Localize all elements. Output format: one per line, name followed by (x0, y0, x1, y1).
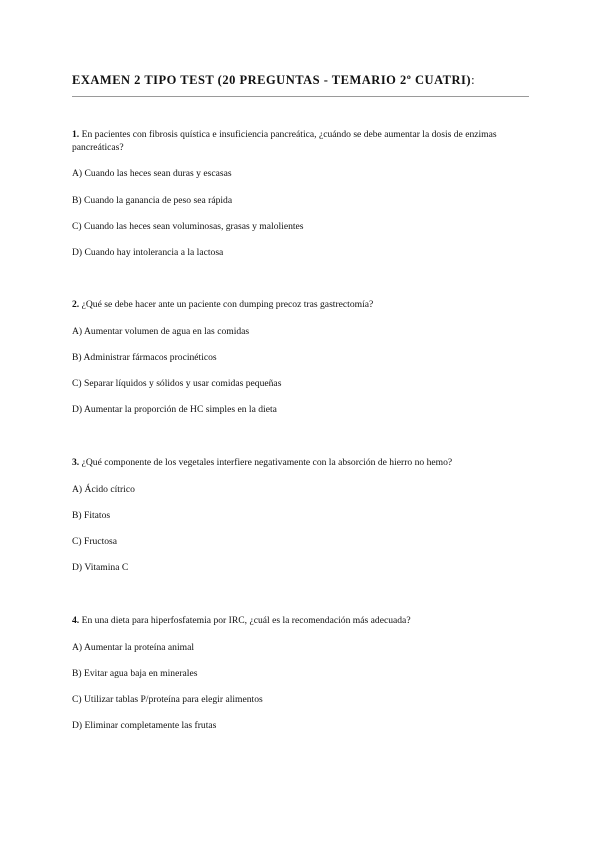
question-3-number: 3. (72, 457, 80, 468)
question-1 (72, 128, 532, 263)
title-text: EXAMEN 2 TIPO TEST (20 PREGUNTAS - TEMARIO 2º CUATRI) (72, 73, 472, 87)
question-1-option-d: D) Cuando hay intolerancia a la lactosa (72, 247, 224, 258)
question-1-option-b: B) Cuando la ganancia de peso sea rápida (72, 195, 233, 206)
question-2 (72, 298, 532, 423)
question-4-option-b: B) Evitar agua baja en minerales (72, 668, 198, 679)
question-3-option-d: D) Vitamina C (72, 562, 129, 573)
question-1-option-c: C) Cuando las heces sean voluminosas, grasas y malolientes (72, 221, 304, 232)
question-1-number: 1. (72, 129, 80, 140)
question-4-text (72, 614, 532, 627)
document-title (72, 72, 529, 88)
question-2-option-b: B) Administrar fármacos procinéticos (72, 352, 217, 363)
question-2-option-c: C) Separar líquidos y sólidos y usar comidas pequeñas (72, 378, 282, 389)
question-3 (72, 456, 532, 581)
question-1-option-a: A) Cuando las heces sean duras y escasas (72, 168, 232, 179)
question-3-prompt: ¿Qué componente de los vegetales interfiere negativamente con la absorción de hierro no hemo? (81, 457, 453, 468)
question-4-number: 4. (72, 615, 80, 626)
question-1-text (72, 128, 532, 154)
question-3-option-a: A) Ácido cítrico (72, 484, 135, 495)
question-4-option-a: A) Aumentar la proteína animal (72, 642, 195, 653)
question-1-prompt: En pacientes con fibrosis quística e insuficiencia pancreática, ¿cuándo se debe aumentar la dosis de enzimas pancreáticas? (72, 129, 497, 153)
question-4-option-c: C) Utilizar tablas P/proteína para elegir alimentos (72, 694, 263, 705)
question-2-text (72, 298, 532, 311)
question-3-option-b: B) Fitatos (72, 510, 111, 521)
title-colon: : (471, 73, 476, 87)
question-2-number: 2. (72, 299, 80, 310)
question-4-prompt: En una dieta para hiperfosfatemia por IRC, ¿cuál es la recomendación más adecuada? (81, 615, 411, 626)
question-3-text (72, 456, 532, 469)
question-2-option-d: D) Aumentar la proporción de HC simples en la dieta (72, 404, 277, 415)
question-4-option-d: D) Eliminar completamente las frutas (72, 720, 217, 731)
question-3-option-c: C) Fructosa (72, 536, 118, 547)
title-divider (72, 96, 529, 97)
question-4 (72, 614, 532, 739)
question-2-option-a: A) Aumentar volumen de agua en las comidas (72, 326, 250, 337)
question-2-prompt: ¿Qué se debe hacer ante un paciente con dumping precoz tras gastrectomía? (81, 299, 374, 310)
